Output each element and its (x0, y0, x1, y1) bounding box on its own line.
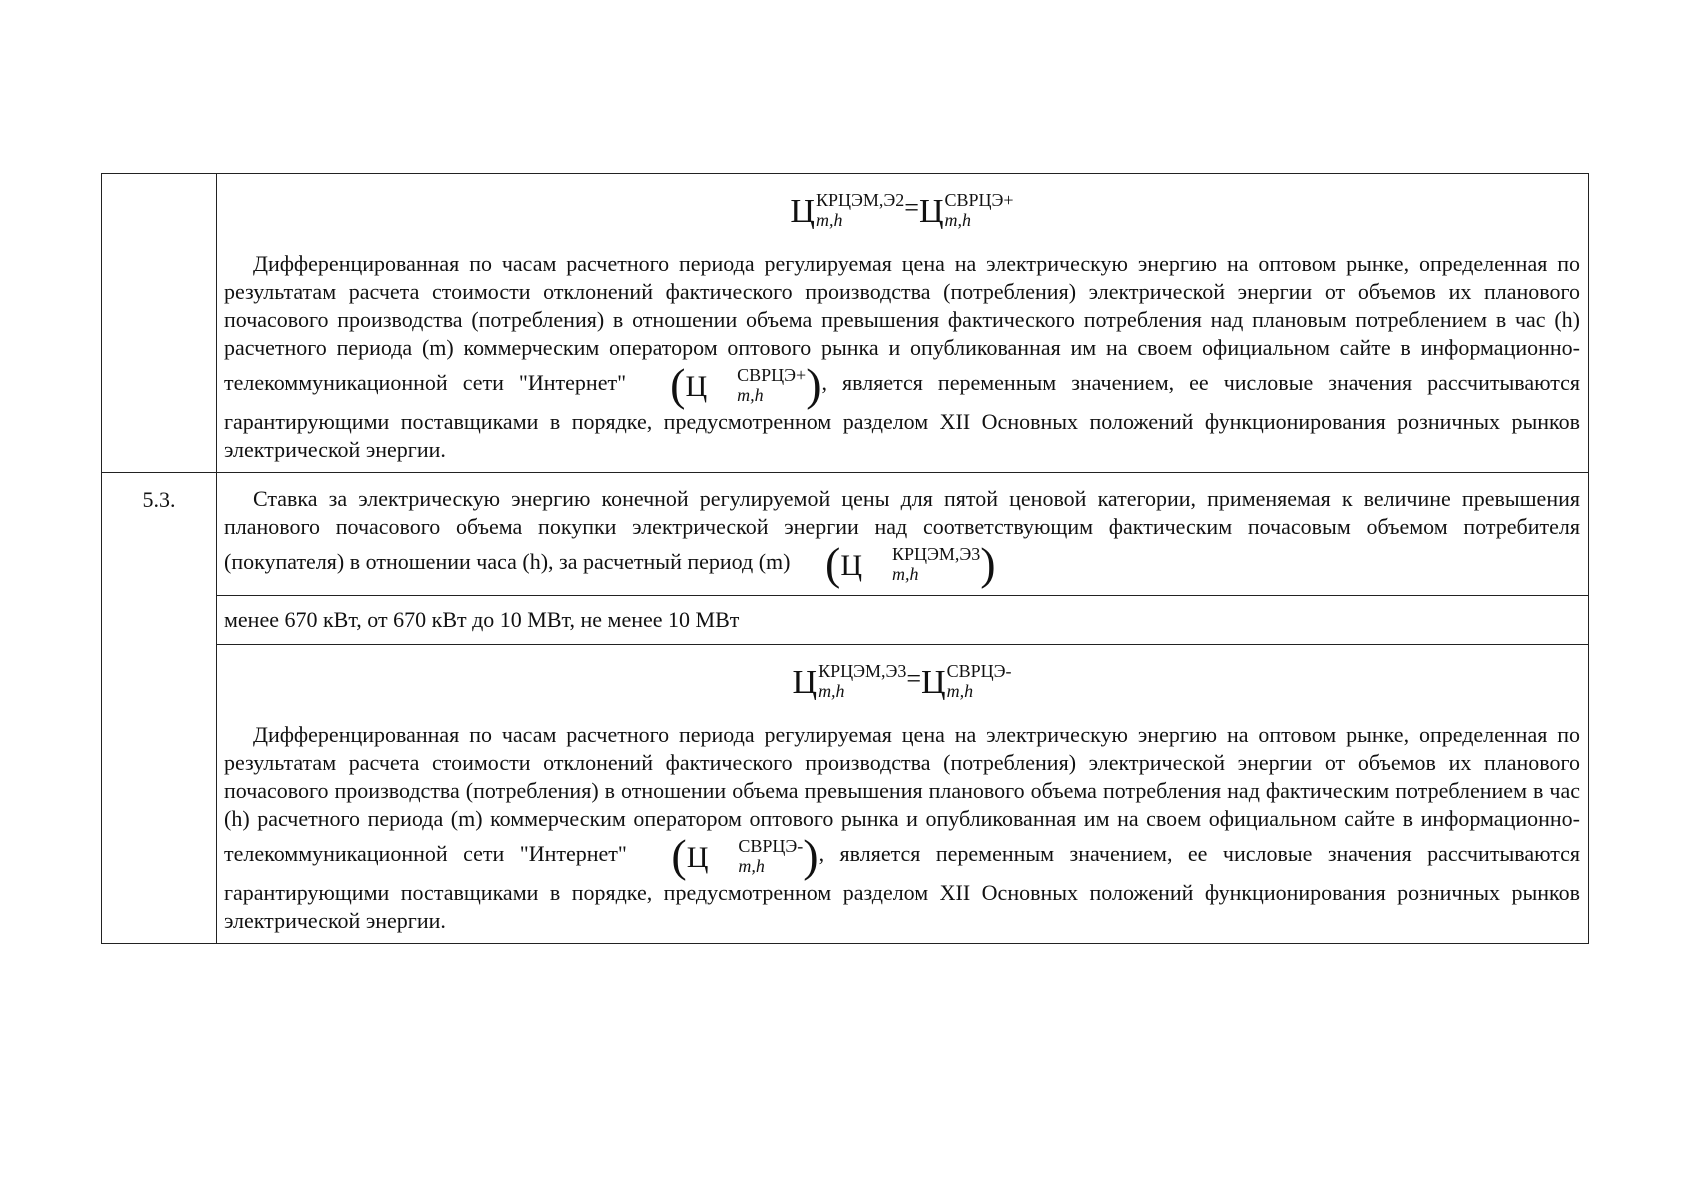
inline-formula (641, 359, 822, 410)
row-number (102, 174, 216, 187)
table-row (102, 473, 1589, 596)
formula-superscript: КРЦЭМ,Э3 (892, 543, 981, 564)
paragraph-text-after: , является переменным значением, ее числовые значения рассчитываются гарантирующими поставщиками в порядке, предусмотренном разделом XII Основных положений функционирования розничных рынков электрической энергии. (224, 841, 1580, 933)
formula-base: Ц (840, 549, 862, 582)
paren-close: ) (980, 538, 996, 589)
paren-open: ( (825, 538, 841, 589)
paren-close: ) (803, 830, 819, 881)
formula-superscript: КРЦЭМ,Э2 (815, 190, 905, 210)
rate-paragraph (224, 485, 1580, 587)
formula-subscript: m,h (892, 563, 919, 584)
formula-base: Ц (792, 663, 818, 701)
formula-base: Ц (918, 192, 944, 230)
formula-subscript: m,h (738, 855, 765, 876)
formula-base: Ц (921, 663, 946, 701)
paren-close: ) (806, 359, 822, 410)
table-row (102, 645, 1589, 944)
paragraph-text: Дифференцированная по часам расчетного периода регулируемая цена на электрическую энергию на оптовом рынке, определенная по результатам расчета стоимости отклонений фактического производства (потребления) электрической энергии от объемов их планового почасового производства (потребления) в отношении объема превышения планового объема потребления над фактическим потреблением в час (h) расчетного периода (m) коммерческим оператором оптового рынка и опубликованная им на своем официальном сайте в информационно-телекоммуникационной сети "Интернет" (224, 722, 1580, 866)
formula-lhs (790, 190, 904, 230)
paren-open: ( (671, 830, 687, 881)
formula-superscript: КРЦЭМ,Э3 (818, 661, 907, 681)
table-row (102, 174, 1589, 473)
formula-subscript: m,h (815, 210, 843, 230)
paragraph-text-after: , является переменным значением, ее числовые значения рассчитываются гарантирующими поставщиками в порядке, предусмотренном разделом XII Основных положений функционирования розничных рынков электрической энергии. (224, 370, 1581, 462)
formula-base: Ц (685, 370, 708, 403)
table-row (102, 596, 1589, 645)
formula-subscript: m,h (946, 681, 974, 701)
formula-base: Ц (790, 192, 815, 230)
content-cell (217, 645, 1589, 944)
formula-rhs (919, 190, 1014, 230)
formula-equals: = (904, 192, 919, 222)
formula-superscript: СВРЦЭ- (738, 835, 804, 856)
formula-superscript: СВРЦЭ- (946, 661, 1012, 681)
formula-superscript: СВРЦЭ+ (944, 190, 1014, 210)
formula-subscript: m,h (944, 210, 972, 230)
formula-rhs (921, 661, 1011, 701)
definition-paragraph (224, 250, 1580, 472)
inline-formula (796, 538, 996, 589)
formula (224, 174, 1580, 250)
row-number-cell (102, 174, 217, 473)
power-categories: менее 670 кВт, от 670 кВт до 10 МВт, не менее 10 МВт (224, 607, 740, 632)
content-cell (217, 596, 1589, 645)
definition-paragraph (224, 721, 1580, 943)
inline-formula (642, 830, 819, 881)
content-cell (217, 473, 1589, 596)
paren-open: ( (670, 359, 686, 410)
formula-equals: = (906, 663, 922, 693)
formula-subscript: m,h (737, 384, 764, 405)
formula-lhs (793, 661, 907, 701)
formula-subscript: m,h (818, 681, 845, 701)
formula-base: Ц (686, 841, 709, 874)
formula-superscript: СВРЦЭ+ (737, 364, 807, 385)
tariff-table (101, 173, 1589, 944)
paragraph-text: Ставка за электрическую энергию конечной регулируемой цены для пятой ценовой категории, применяемая к величине превышения планового почасового объема покупки электрической энергии над соответствующим фактическим почасовым объемом потребителя (покупателя) в отношении часа (h), за расчетный период (m) (224, 486, 1580, 574)
formula (224, 645, 1580, 721)
row-number-cell (102, 473, 217, 944)
row-number: 5.3. (142, 487, 176, 512)
paragraph-text: Дифференцированная по часам расчетного периода регулируемая цена на электрическую энергию на оптовом рынке, определенная по результатам расчета стоимости отклонений фактического производства (потребления) электрической энергии от объемов их планового почасового производства (потребления) в отношении объема превышения фактического потребления над плановым потреблением в час (h) расчетного периода (m) коммерческим оператором оптового рынка и опубликованная им на своем официальном сайте в информационно-телекоммуникационной сети "Интернет" (224, 251, 1580, 395)
content-cell (217, 174, 1589, 473)
